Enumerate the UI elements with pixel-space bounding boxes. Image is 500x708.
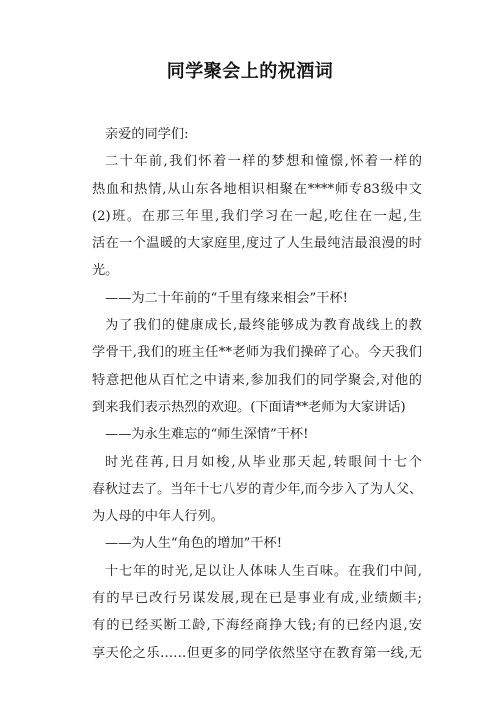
toast-line: ——为永生难忘的“师生深情”干杯!	[105, 427, 309, 443]
text-line: 春秋过去了。当年十七八岁的青少年,而今步入了为人父、	[92, 481, 422, 497]
salutation-line: 亲爱的同学们:	[105, 127, 189, 142]
text-line: 有的早已改行另谋发展,现在已是事业有成,业绩颇丰;	[92, 591, 422, 607]
text-line: 到来我们表示热烈的欢迎。(下面请**老师为大家讲话)	[92, 399, 406, 415]
text-line: 为了我们的健康成长,最终能够成为教育战线上的教	[105, 318, 422, 334]
text-line: 十七年的时光,足以让人体味人生百味。在我们中间,	[105, 563, 422, 579]
text-line: 学骨干,我们的班主任**老师为我们操碎了心。今天我们	[92, 345, 422, 361]
text-line: 二十年前,我们怀着一样的梦想和憧憬,怀着一样的	[105, 154, 422, 170]
text-line: 享天伦之乐……但更多的同学依然坚守在教育第一线,无	[92, 645, 422, 661]
text-line: 有的已经买断工龄,下海经商挣大钱;有的已经内退,安	[92, 618, 422, 634]
text-line: (2)班。在那三年里,我们学习在一起,吃住在一起,生	[92, 208, 422, 224]
text-line: 光。	[92, 263, 119, 279]
text-line: 热血和热情,从山东各地相识相聚在****师专83级中文	[92, 181, 422, 197]
text-line: 活在一个温暖的大家庭里,度过了人生最纯洁最浪漫的时	[92, 236, 422, 252]
toast-line: ——为二十年前的“千里有缘来相会”干杯!	[105, 290, 348, 306]
document-title: 同学聚会上的祝酒词	[166, 61, 334, 82]
text-line: 特意把他从百忙之中请来,参加我们的同学聚会,对他的	[92, 372, 422, 388]
document-body	[92, 121, 422, 667]
text-line: 时光荏苒,日月如梭,从毕业那天起,转眼间十七个	[105, 454, 422, 470]
text-line: 为人母的中年人行列。	[92, 509, 224, 525]
toast-line: ——为人生“角色的增加”干杯!	[105, 536, 283, 552]
